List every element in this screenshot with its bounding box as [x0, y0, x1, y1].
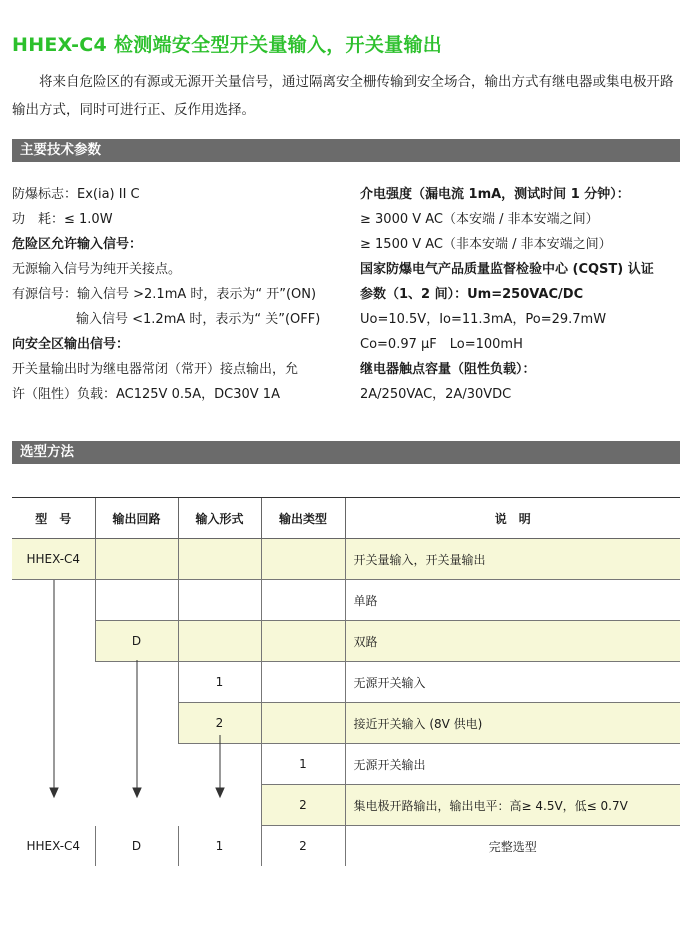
cell-desc: 接近开关输入 (8V 供电) [345, 703, 680, 744]
param-relay-capacity: 2A/250VAC，2A/30VDC [360, 387, 512, 402]
param-um: 参数（1、2 间）：Um=250VAC/DC [360, 287, 584, 302]
param-passive-input: 无源输入信号为纯开关接点。 [12, 262, 182, 277]
cell-circuit [95, 580, 178, 621]
final-model: HHEX-C4 [26, 838, 81, 853]
cell-output [261, 703, 345, 744]
cell-circuit [95, 785, 178, 826]
param-cqst: 国家防爆电气产品质量监督检验中心 (CQST) 认证 [360, 262, 654, 277]
cell-output: 1 [261, 744, 345, 785]
header-input: 输入形式 [178, 498, 261, 539]
cell-input [178, 621, 261, 662]
section-header-params: 主要技术参数 [12, 139, 680, 162]
header-circuit: 输出回路 [95, 498, 178, 539]
cell-input [178, 539, 261, 580]
cell-desc: 无源开关输入 [345, 662, 680, 703]
cell-circuit [95, 662, 178, 703]
final-output: 2 [261, 826, 345, 867]
table-row [12, 744, 680, 785]
header-model: 型 号 [12, 498, 95, 539]
cell-output [261, 539, 345, 580]
page-title: HHEX-C4 检测端安全型开关量输入，开关量输出 [12, 34, 443, 56]
param-active-on: 有源信号：输入信号 >2.1mA 时，表示为“ 开”(ON) [12, 287, 317, 302]
cell-output [261, 621, 345, 662]
param-relay-heading: 继电器触点容量（阻性负载）： [360, 362, 536, 377]
final-input: 1 [178, 826, 261, 867]
cell-output [261, 662, 345, 703]
cell-output [261, 580, 345, 621]
table-row [12, 785, 680, 826]
table-row [12, 703, 680, 744]
cell-desc: 无源开关输出 [345, 744, 680, 785]
cell-circuit [95, 703, 178, 744]
param-explosion-mark: 防爆标志：Ex(ia) II C [12, 187, 140, 202]
cell-input: 2 [178, 703, 261, 744]
cell-input [178, 744, 261, 785]
cell-desc: 双路 [345, 621, 680, 662]
param-co: Co=0.97 μF Lo=100mH [360, 337, 523, 352]
param-relay-output: 开关量输出时为继电器常闭（常开）接点输出，允 [12, 362, 299, 377]
cell-model: HHEX-C4 [12, 539, 95, 580]
params-left-column [12, 182, 352, 407]
table-row [12, 580, 680, 621]
cell-circuit: D [95, 621, 178, 662]
cell-model [12, 662, 95, 703]
param-input-heading: 危险区允许输入信号： [12, 237, 143, 252]
param-output-heading: 向安全区输出信号： [12, 337, 130, 352]
param-dielectric-1: ≥ 3000 V AC（本安端 / 非本安端之间） [360, 212, 599, 227]
header-desc: 说 明 [345, 498, 680, 539]
selection-table [12, 497, 680, 866]
table-row [12, 539, 680, 580]
params-right-column [360, 182, 680, 407]
param-dielectric-2: ≥ 1500 V AC（非本安端 / 非本安端之间） [360, 237, 612, 252]
param-load: 许（阻性）负载：AC125V 0.5A，DC30V 1A [12, 387, 280, 402]
param-active-off: 输入信号 <1.2mA 时，表示为“ 关”(OFF) [76, 312, 321, 327]
cell-input: 1 [178, 662, 261, 703]
table-row [12, 662, 680, 703]
cell-input [178, 580, 261, 621]
cell-model [12, 785, 95, 826]
section-header-selection: 选型方法 [12, 441, 680, 464]
cell-model [12, 744, 95, 785]
cell-output: 2 [261, 785, 345, 826]
header-output: 输出类型 [261, 498, 345, 539]
table-row [12, 621, 680, 662]
cell-desc: 单路 [345, 580, 680, 621]
final-desc: 完整选型 [345, 826, 680, 867]
param-dielectric-heading: 介电强度（漏电流 1mA，测试时间 1 分钟）： [360, 187, 630, 202]
cell-circuit [95, 539, 178, 580]
cell-desc: 集电极开路输出，输出电平：高≥ 4.5V，低≤ 0.7V [345, 785, 680, 826]
intro-paragraph: 将来自危险区的有源或无源开关量信号，通过隔离安全栅传输到安全场合，输出方式有继电器或集电极开路输出方式，同时可进行正、反作用选择。 [12, 74, 674, 118]
cell-input [178, 785, 261, 826]
cell-circuit [95, 744, 178, 785]
cell-desc: 开关量输入，开关量输出 [345, 539, 680, 580]
param-uo: Uo=10.5V，Io=11.3mA，Po=29.7mW [360, 312, 607, 327]
table-final-row [12, 826, 680, 867]
cell-model [12, 580, 95, 621]
table-header-row [12, 498, 680, 539]
cell-model [12, 703, 95, 744]
cell-model [12, 621, 95, 662]
final-circuit: D [95, 826, 178, 867]
param-power: 功 耗：≤ 1.0W [12, 212, 113, 227]
